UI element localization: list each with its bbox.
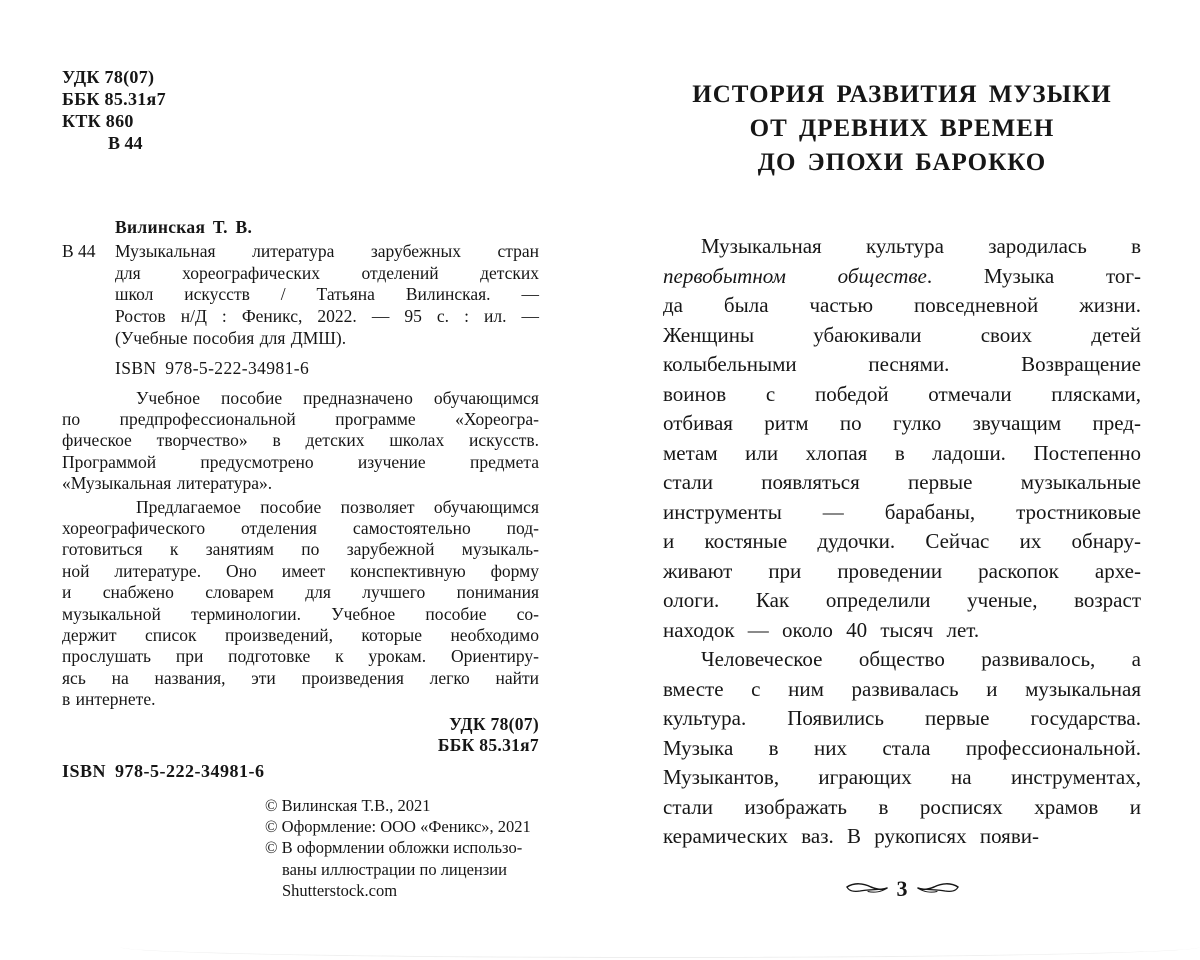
text-line: стали появляться первые музыкальные <box>663 470 1141 494</box>
text-line: вместе с ним развивалась и музыкальная <box>663 676 1141 701</box>
page-number: 3 <box>896 875 908 901</box>
flourish-right-icon <box>917 882 959 896</box>
text-line: (Учебные пособия для ДМШ). <box>115 327 347 348</box>
text-line: ОТ ДРЕВНИХ ВРЕМЕН <box>749 115 1055 142</box>
text-line: да была частью повседневной жизни. <box>663 293 1141 317</box>
author-name: Вилинская Т. В. <box>115 217 253 237</box>
flourish-left-icon <box>846 882 888 896</box>
text-line: и костяные дудочки. Сейчас их обнару- <box>663 529 1141 553</box>
text-line: культура. Появились первые государства. <box>663 706 1141 730</box>
text-line: Музыкальная культура зародилась в <box>701 234 1141 258</box>
text-line: Учебное пособие предназначено обучающимся <box>136 387 539 408</box>
text-line: колыбельными песнями. Возвращение <box>663 352 1141 376</box>
text-line: и снабжено словарем для лучшего понимания <box>62 582 539 603</box>
isbn-bottom: ISBN 978-5-222-34981-6 <box>62 760 265 781</box>
text-line: Музыкальная литература зарубежных стран <box>115 241 539 261</box>
chapter-paragraph-1 <box>663 232 1141 645</box>
text-line: в интернете. <box>62 689 156 710</box>
page-number-footer <box>663 875 1141 901</box>
page-curl-shadow <box>120 947 1200 958</box>
bibliographic-code: В 44 <box>62 241 96 261</box>
text-line: ББК 85.31я7 <box>62 89 166 109</box>
text-line: хореографического отделения самостоятельно под- <box>62 517 539 538</box>
text-line: © Оформление: ООО «Феникс», 2021 <box>265 816 531 836</box>
text-line: Музыка в них стала профессиональной. <box>663 735 1141 760</box>
text-line: Ростов н/Д : Феникс, 2022. — 95 с. : ил. — <box>115 306 539 327</box>
text-line: воинов с победой отмечали плясками, <box>663 381 1141 406</box>
bibliographic-entry <box>62 241 539 350</box>
text-line: фическое творчество» в детских школах искусств. <box>62 430 539 451</box>
text-line: КТК 860 <box>62 111 134 131</box>
text-line: находок — около 40 тысяч лет. <box>663 617 980 642</box>
text-line: керамических ваз. В рукописях появи- <box>663 824 1039 848</box>
annotation-paragraph-1 <box>62 388 539 495</box>
classification-codes <box>62 66 539 132</box>
chapter-paragraph-2 <box>663 645 1141 852</box>
text-line: ИСТОРИЯ РАЗВИТИЯ МУЗЫКИ <box>692 81 1112 108</box>
text-line: ологи. Как определили ученые, возраст <box>663 588 1141 612</box>
text-line: первобытном обществе. Музыка тог- <box>663 263 1141 288</box>
annotation-paragraph-2 <box>62 497 539 711</box>
text-line: ясь на названия, эти произведения легко найти <box>62 667 539 688</box>
text-line: ваны иллюстрации по лицензии <box>282 859 507 879</box>
text-line: ной литературе. Оно имеет конспективную форму <box>62 560 539 581</box>
text-line: Человеческое общество развивалось, а <box>701 647 1141 671</box>
text-line: УДК 78(07) <box>62 67 155 87</box>
text-line: © В оформлении обложки использо- <box>265 838 523 858</box>
text-line: стали изображать в росписях храмов и <box>663 794 1141 819</box>
text-line: Программой предусмотрено изучение предмета <box>62 451 539 472</box>
text-line: ДО ЭПОХИ БАРОККО <box>757 149 1047 176</box>
isbn-top: ISBN 978-5-222-34981-6 <box>115 357 310 378</box>
text-line: © Вилинская Т.В., 2021 <box>265 795 431 815</box>
text-line: по предпрофессиональной программе «Хореогра- <box>62 408 539 429</box>
text-line: музыкальной терминологии. Учебное пособие со- <box>62 603 539 624</box>
text-line: Shutterstock.com <box>282 880 398 900</box>
classification-codes-bottom <box>62 714 539 757</box>
text-line: живают при проведении раскопок архе- <box>663 558 1141 583</box>
text-line: для хореографических отделений детских <box>115 262 539 283</box>
text-line: школ искусств / Татьяна Вилинская. — <box>115 284 539 305</box>
text-line: Музыкантов, играющих на инструментах, <box>663 765 1141 789</box>
text-line: держит список произведений, которые необходимо <box>62 624 539 645</box>
text-line: УДК 78(07) <box>449 713 539 734</box>
text-line: инструменты — барабаны, тростниковые <box>663 499 1141 524</box>
text-line: Предлагаемое пособие позволяет обучающимся <box>136 496 539 517</box>
text-line: ББК 85.31я7 <box>437 735 539 756</box>
text-line: готовиться к занятиям по зарубежной музыкаль- <box>62 539 539 560</box>
text-line: метам или хлопая в ладоши. Постепенно <box>663 440 1141 465</box>
text-line: отбивая ритм по гулко звучащим пред- <box>663 411 1141 435</box>
copyright-block <box>265 795 539 901</box>
imprint-page <box>62 0 539 901</box>
text-line: Женщины убаюкивали своих детей <box>663 322 1141 347</box>
text-line: «Музыкальная литература». <box>62 473 273 494</box>
chapter-page <box>663 0 1141 900</box>
text-line: прослушать при подготовке к урокам. Ориентиру- <box>62 646 539 667</box>
author-sign-code: В 44 <box>108 133 143 153</box>
chapter-title <box>663 78 1141 180</box>
